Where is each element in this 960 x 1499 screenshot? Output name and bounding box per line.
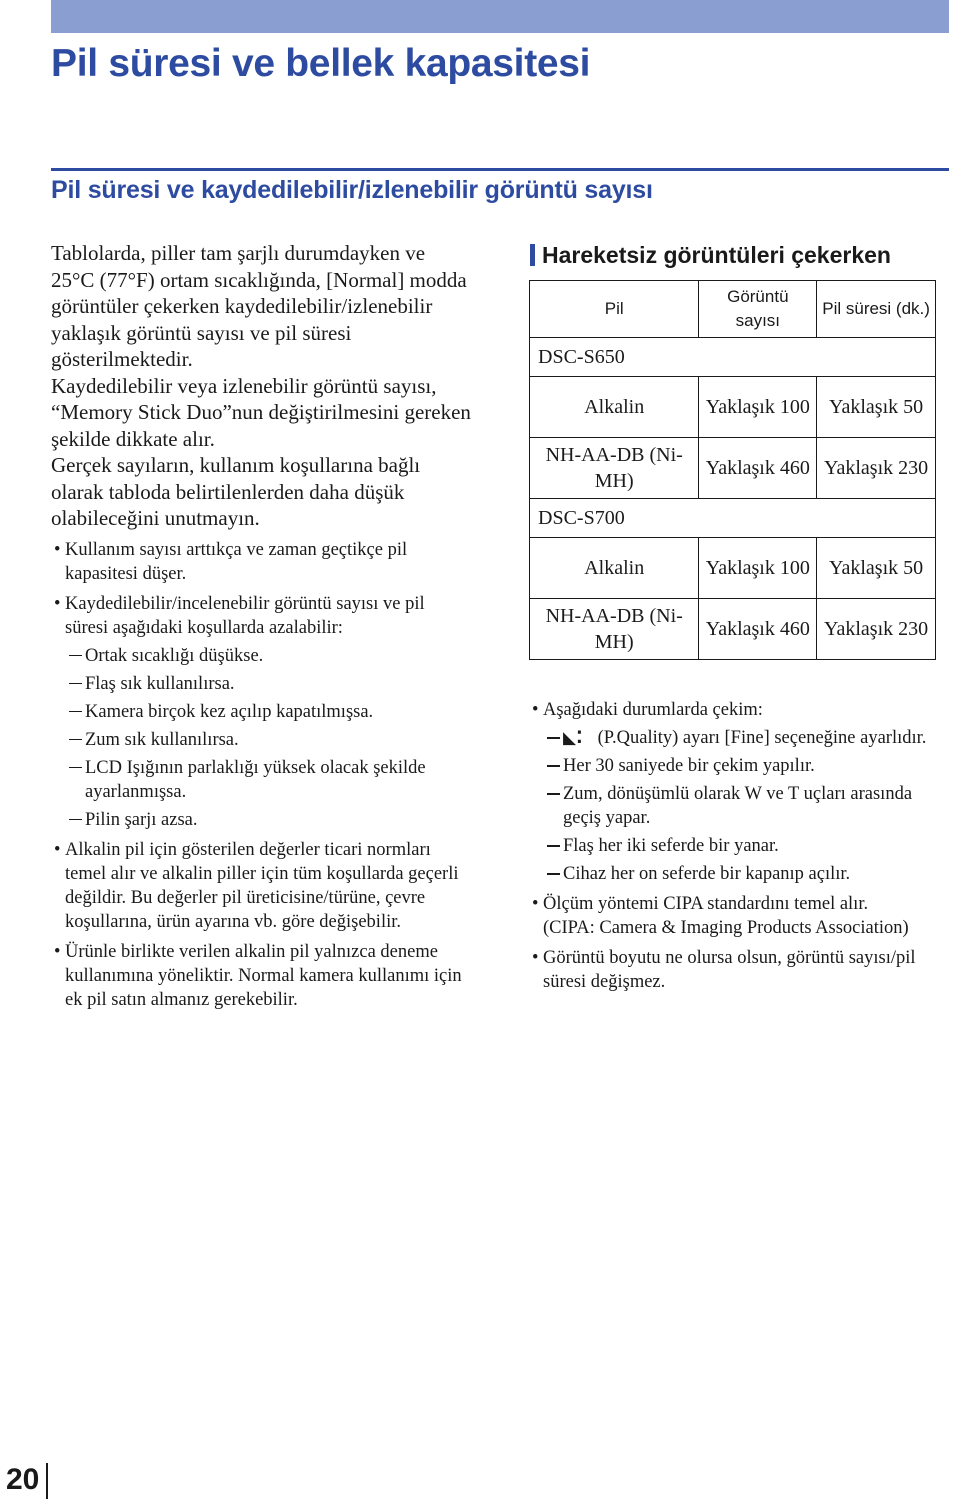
battery-cell: Alkalin — [530, 377, 699, 438]
condition-text: Zum sık kullanılırsa. — [85, 729, 239, 750]
intro-text — [51, 240, 471, 532]
bullet-icon: • — [532, 894, 539, 914]
list-item — [543, 754, 949, 778]
images-cell: Yaklaşık 460 — [699, 599, 817, 660]
list-item — [65, 728, 471, 752]
list-item — [529, 892, 949, 940]
page-number: 20 — [0, 1463, 48, 1499]
table-row — [530, 377, 936, 438]
list-item — [529, 698, 949, 886]
dash-icon — [547, 737, 560, 739]
header-band — [51, 0, 949, 33]
page-title: Pil süresi ve bellek kapasitesi — [51, 42, 591, 85]
list-item — [529, 946, 949, 994]
conditions-list — [543, 726, 949, 886]
note-text: Kaydedilebilir/incelenebilir görüntü sayısı ve pil süresi aşağıdaki koşullarda azalabilir: — [65, 593, 425, 638]
list-item — [543, 726, 949, 750]
dash-icon — [69, 655, 82, 657]
notes-list — [51, 538, 471, 1012]
bullet-icon: • — [54, 941, 61, 962]
condition-text: Cihaz her on seferde bir kapanıp açılır. — [563, 864, 851, 884]
note-text: Ölçüm yöntemi CIPA standardını temel alır. — [543, 894, 869, 914]
condition-text: Zum, dönüşümlü olarak W ve T uçları arasında geçiş yapar. — [563, 784, 913, 828]
minutes-cell: Yaklaşık 50 — [817, 538, 936, 599]
list-item — [543, 862, 949, 886]
model-row — [530, 338, 936, 377]
battery-cell: Alkalin — [530, 538, 699, 599]
table-header-row — [530, 281, 936, 338]
table-row — [530, 538, 936, 599]
note-text: Kullanım sayısı arttıkça ve zaman geçtikçe pil kapasitesi düşer. — [65, 539, 408, 584]
quality-icon: ◣⁚ — [563, 728, 583, 748]
dash-icon — [69, 767, 82, 769]
minutes-cell: Yaklaşık 230 — [817, 599, 936, 660]
condition-text: Flaş sık kullanılırsa. — [85, 673, 235, 694]
images-cell: Yaklaşık 100 — [699, 377, 817, 438]
condition-text: Her 30 saniyede bir çekim yapılır. — [563, 756, 815, 776]
right-notes — [529, 692, 949, 1000]
dash-icon — [69, 739, 82, 741]
battery-cell: NH-AA-DB (Ni-MH) — [530, 438, 699, 499]
dash-icon — [69, 683, 82, 685]
list-item — [51, 592, 471, 832]
list-item — [65, 756, 471, 804]
bullet-icon: • — [54, 539, 61, 560]
list-item — [65, 644, 471, 668]
model-row — [530, 499, 936, 538]
note-text: Ürünle birlikte verilen alkalin pil yalnızca deneme kullanımına yöneliktir. Normal kamera kullanımı için ek pil satın almanız gerekebilir. — [65, 941, 462, 1010]
list-item — [51, 940, 471, 1012]
column-header: Pil — [530, 281, 699, 338]
condition-text: Flaş her iki seferde bir yanar. — [563, 836, 779, 856]
list-item — [65, 808, 471, 832]
condition-text: Kamera birçok kez açılıp kapatılmışsa. — [85, 701, 374, 722]
list-item — [51, 538, 471, 586]
minutes-cell: Yaklaşık 50 — [817, 377, 936, 438]
dash-icon — [69, 711, 82, 713]
list-item — [65, 672, 471, 696]
images-cell: Yaklaşık 460 — [699, 438, 817, 499]
note-text: Alkalin pil için gösterilen değerler ticari normları temel alır ve alkalin piller için tüm koşullarda geçerli değildir. Bu değerler pil üreticisine/türüne, çevre koşullarına, ürün ayarına vb. göre değişebilir. — [65, 839, 459, 932]
note-text: Görüntü boyutu ne olursa olsun, görüntü sayısı/pil süresi değişmez. — [543, 948, 916, 992]
battery-table — [529, 280, 936, 660]
heading-marker-icon — [530, 244, 535, 266]
condition-text: Ortak sıcaklığı düşükse. — [85, 645, 264, 666]
notes-list — [529, 698, 949, 994]
bullet-icon: • — [532, 948, 539, 968]
dash-icon — [547, 873, 560, 875]
intro-paragraph: Gerçek sayıların, kullanım koşullarına bağlı olarak tabloda belirtilenlerden daha düşük olabileceğini unutmayın. — [51, 453, 421, 530]
list-item — [65, 700, 471, 724]
battery-cell: NH-AA-DB (Ni-MH) — [530, 599, 699, 660]
left-column — [51, 240, 471, 1018]
model-name: DSC-S650 — [530, 338, 936, 377]
dash-icon — [69, 819, 82, 821]
bullet-icon: • — [54, 839, 61, 860]
condition-text: Pilin şarjı azsa. — [85, 809, 198, 830]
images-cell: Yaklaşık 100 — [699, 538, 817, 599]
section-title: Pil süresi ve kaydedilebilir/izlenebilir görüntü sayısı — [51, 176, 653, 204]
list-item — [51, 838, 471, 934]
model-name: DSC-S700 — [530, 499, 936, 538]
intro-paragraph: Kaydedilebilir veya izlenebilir görüntü sayısı, “Memory Stick Duo”nun değiştirilmesini gereken şekilde dikkate alır. — [51, 373, 471, 451]
dash-icon — [547, 793, 560, 795]
quality-text: (P.Quality) ayarı [Fine] seçeneğine ayarlıdır. — [597, 728, 927, 748]
column-header: Pil süresi (dk.) — [817, 281, 936, 338]
minutes-cell: Yaklaşık 230 — [817, 438, 936, 499]
bullet-icon: • — [532, 700, 539, 720]
bullet-icon: • — [54, 593, 61, 614]
column-header: Görüntü sayısı — [699, 281, 817, 338]
intro-paragraph: Tablolarda, piller tam şarjlı durumdayken ve 25°C (77°F) ortam sıcaklığında, [Normal] modda görüntüler çekerken kaydedilebilir/izlenebilir yaklaşık görüntü sayısı ve pil süresi gösterilmektedir. — [51, 241, 467, 371]
note-text: Aşağıdaki durumlarda çekim: — [543, 700, 763, 720]
table-row — [530, 438, 936, 499]
subsection-heading-text: Hareketsiz görüntüleri çekerken — [542, 242, 891, 268]
section-divider — [51, 168, 949, 171]
condition-text: LCD Işığının parlaklığı yüksek olacak şekilde ayarlanmışsa. — [85, 757, 426, 802]
dash-icon — [547, 845, 560, 847]
conditions-list — [65, 644, 471, 832]
dash-icon — [547, 765, 560, 767]
list-item — [543, 834, 949, 858]
list-item — [543, 782, 949, 830]
table-row — [530, 599, 936, 660]
cipa-note: (CIPA: Camera & Imaging Products Association) — [543, 918, 909, 938]
subsection-heading — [530, 242, 891, 269]
